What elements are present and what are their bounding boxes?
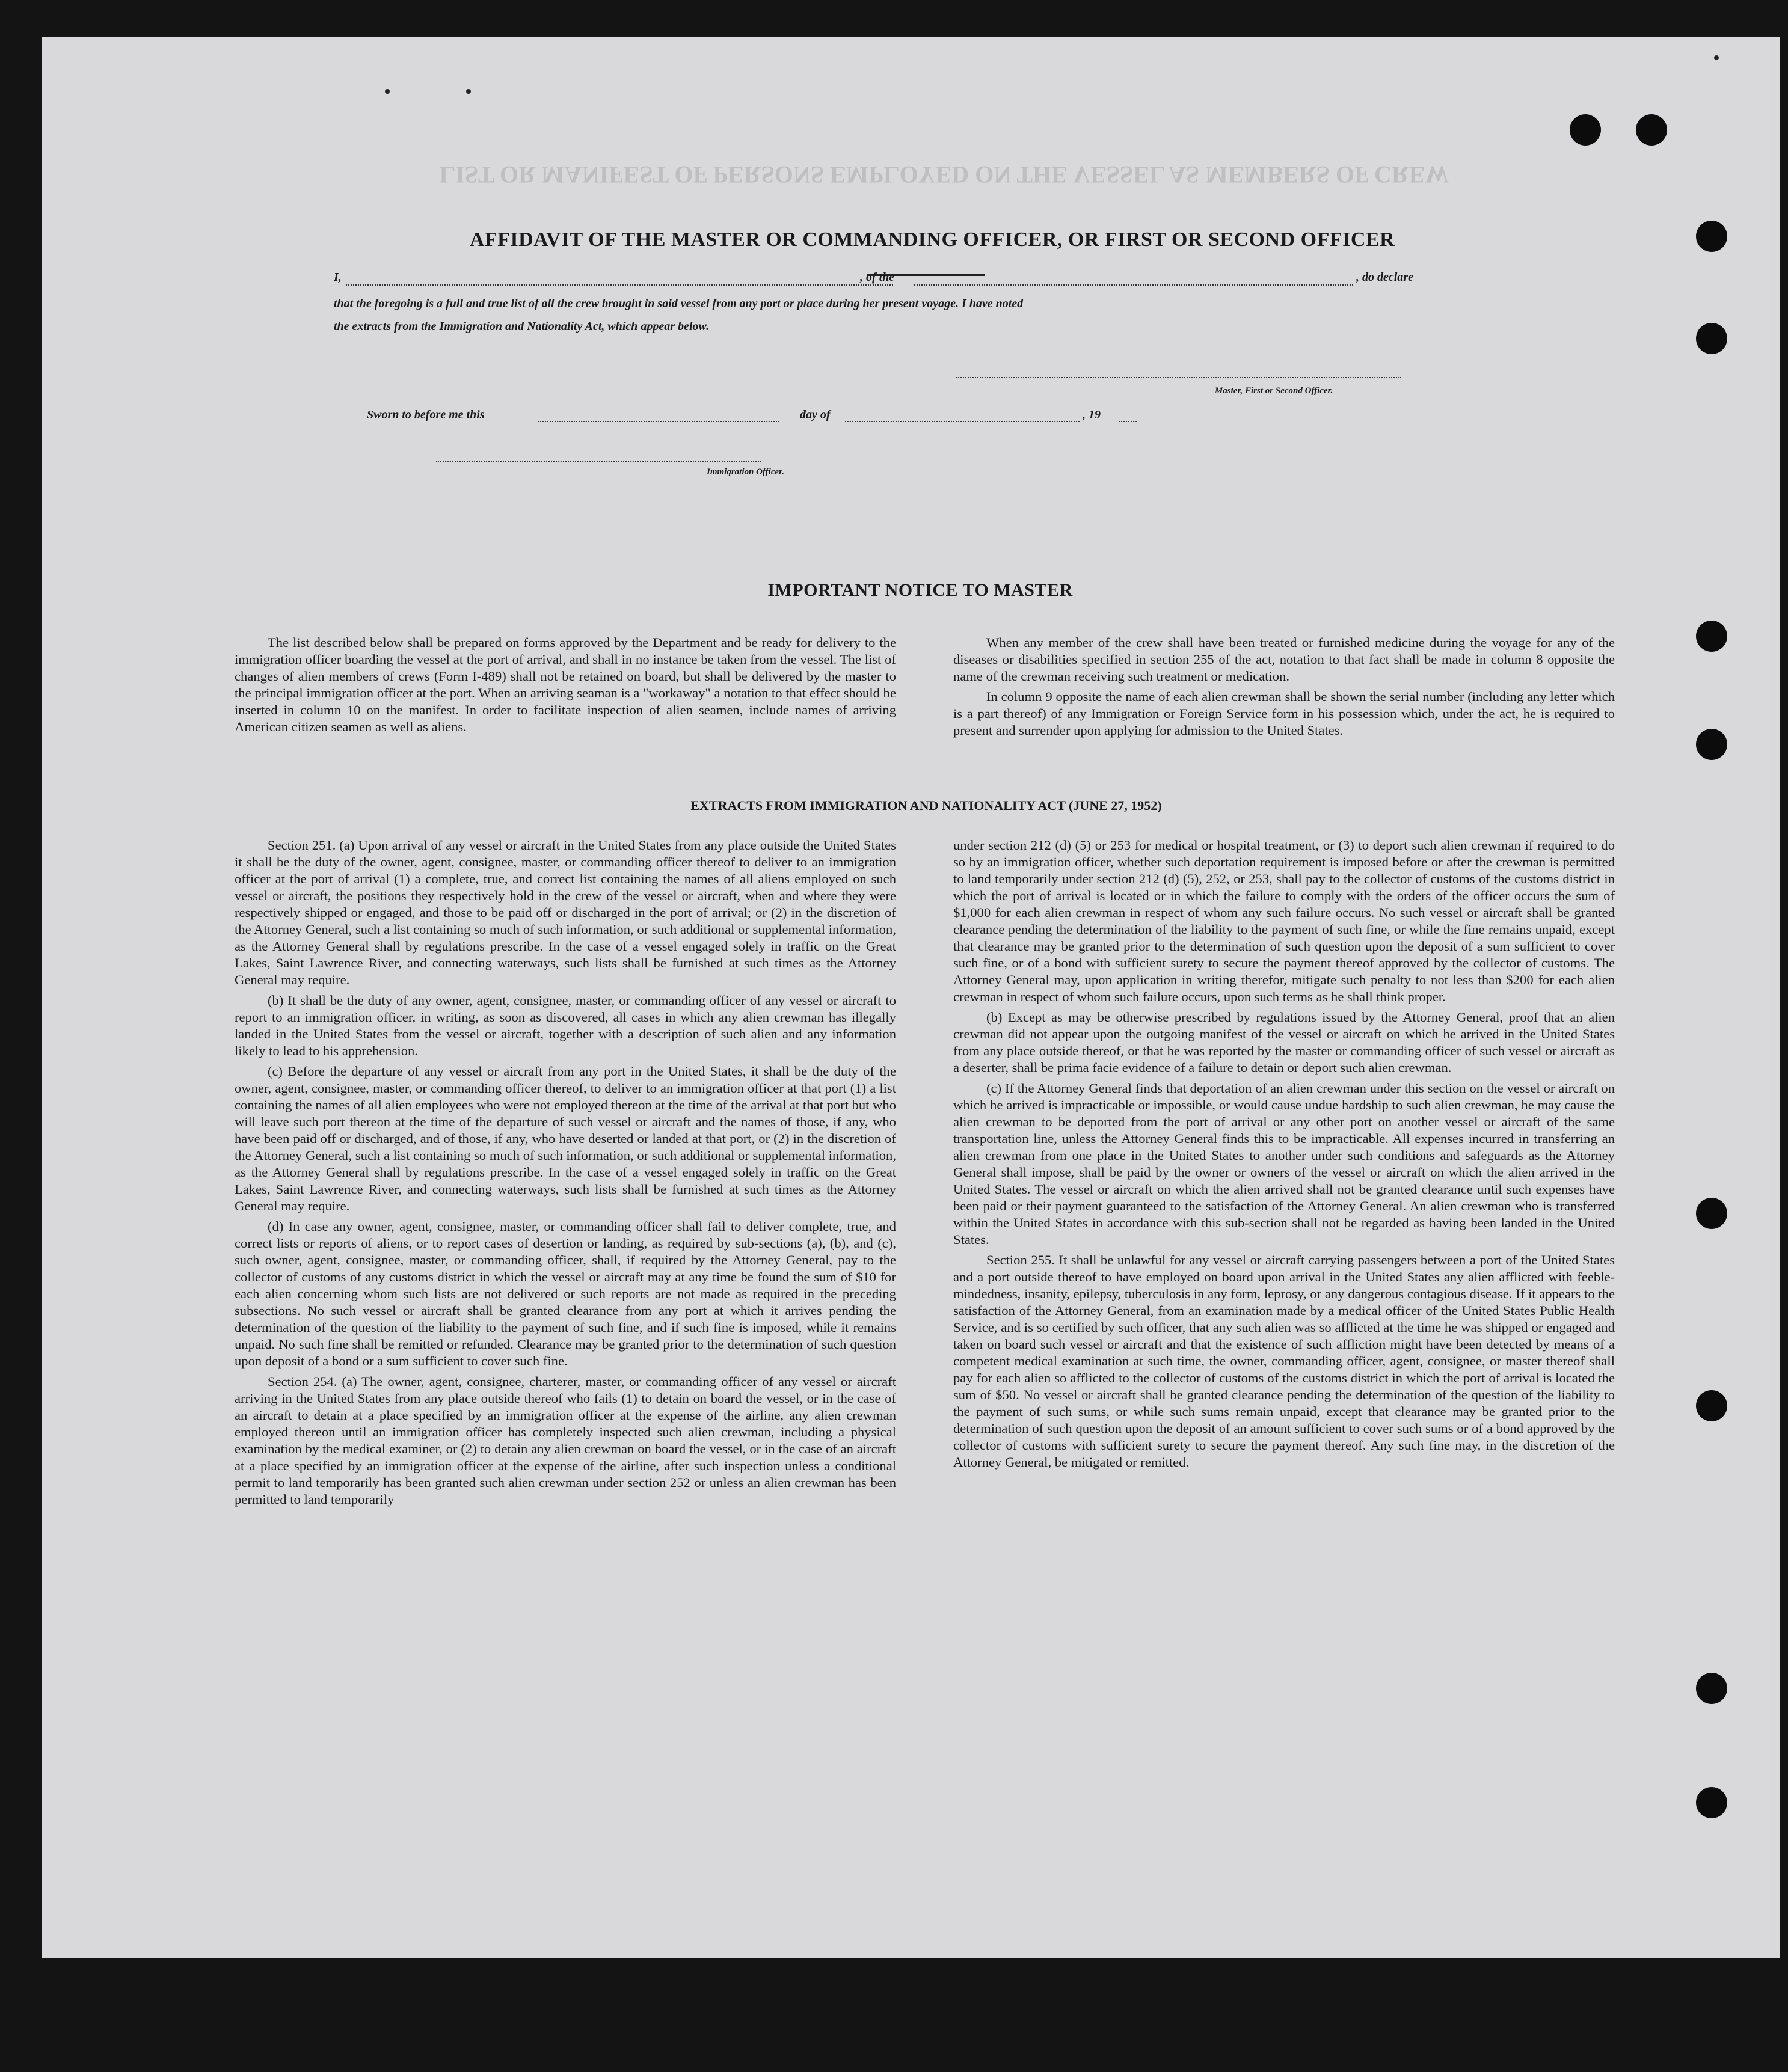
document-sheet	[42, 37, 1780, 1958]
extracts-title: EXTRACTS FROM IMMIGRATION AND NATIONALITY ACT (JUNE 27, 1952)	[690, 798, 1162, 813]
i-label: I,	[334, 271, 342, 284]
punch-hole	[1696, 1787, 1727, 1818]
vessel-blank	[914, 284, 1353, 286]
extract-paragraph: (b) It shall be the duty of any owner, agent, consignee, master, or commanding officer of any vessel or aircraft to report to an immigration officer, in writing, as soon as discovered, all cases in which any alien crewman has illegally landed in the United States from the vessel or aircraft, together with a description of such alien and any information likely to lead to his apprehension.	[235, 993, 896, 1058]
extracts-left-column	[235, 837, 896, 1512]
bleed-through-heading: LIST OR MANIFEST OF PERSONS EMPLOYED ON THE VESSEL AS MEMBERS OF CREW	[439, 161, 1449, 188]
notice-paragraph: When any member of the crew shall have been treated or furnished medicine during the voyage for any of the diseases or disabilities specified in section 255 of the act, notation to that fact shall be made in column 8 opposite the name of the crewman receiving such treatment or medication.	[953, 635, 1615, 684]
punch-hole	[1636, 114, 1667, 146]
extract-paragraph: (d) In case any owner, agent, consignee, master, or commanding officer shall fail to deliver complete, true, and correct lists or reports of aliens, or to report cases of desertion or landing, as required by sub-sections (a), (b), and (c), such owner, agent, consignee, master, or commanding officer, shall, if required by the Attorney General, pay to the collector of customs of any customs district in which the vessel or aircraft may at any time be found the sum of $10 for each alien concerning whom such lists are not delivered or such reports are not made as required in the preceding subsections. No such vessel or aircraft shall be granted clearance from any port at which it arrives pending the determination of the question of the liability to the payment of such fine, and if such fine is imposed, while it remains unpaid. No such fine shall be remitted or refunded. Clearance may be granted prior to the determination of such question upon deposit of a bond or a sum sufficient to cover such fine.	[235, 1219, 896, 1369]
officer-signature-line	[436, 461, 761, 462]
affidavit-title: AFFIDAVIT OF THE MASTER OR COMMANDING OFFICER, OR FIRST OR SECOND OFFICER	[469, 228, 1395, 251]
sworn-month-blank	[845, 421, 1080, 422]
notice-left-column	[235, 634, 896, 739]
punch-hole	[1696, 621, 1727, 652]
ink-speck	[1714, 55, 1719, 60]
sworn-label: Sworn to before me this	[367, 408, 485, 421]
day-of-label: day of	[800, 408, 831, 421]
ink-speck	[466, 89, 471, 94]
year-blank	[1119, 421, 1137, 422]
punch-hole	[1696, 1198, 1727, 1229]
extract-paragraph: Section 255. It shall be unlawful for any vessel or aircraft carrying passengers between a port of the United States and a port outside thereof to have employed on board upon arrival in the United States any alien afflicted with feeble-mindedness, insanity, epilepsy, tuberculosis in any form, leprosy, or any dangerous contagious disease. If it appears to the satisfaction of the Attorney General, from an examination made by a medical officer of the United States Public Health Service, and is so certified by such officer, that any such alien was so afflicted at the time he was shipped or engaged and taken on board such vessel or aircraft and that the existence of such affliction might have been detected by means of a competent medical examination at such time, the owner, commanding officer, agent, consignee, or master thereof shall pay for each alien so afflicted to the collector of customs of the customs district in which the port of arrival is located the sum of $50. No vessel or aircraft shall be granted clearance pending the determination of the question of the liability to the payment of such sums, or while such sums remain unpaid, except that clearance may be granted prior to the determination of such question upon the deposit of an amount sufficient to cover such sums or of a bond approved by the collector of customs with sufficient surety to secure the payment thereof. Any such fine may, in the discretion of the Attorney General, be mitigated or remitted.	[953, 1252, 1615, 1470]
punch-hole	[1696, 323, 1727, 354]
punch-hole	[1696, 221, 1727, 252]
notice-paragraph: In column 9 opposite the name of each alien crewman shall be shown the serial number (including any letter which is a part thereof) of any Immigration or Foreign Service form in his possession which, under the act, he is required to present and surrender upon applying for admission to the United States.	[953, 689, 1615, 738]
officer-signature-label: Immigration Officer.	[707, 467, 784, 477]
ink-speck	[385, 89, 390, 94]
extracts-right-column	[953, 837, 1615, 1474]
do-declare-label: , do declare	[1356, 271, 1413, 284]
extract-paragraph: under section 212 (d) (5) or 253 for medical or hospital treatment, or (3) to deport such alien crewman if required to do so by an immigration officer, whether such deportation requirement is imposed before or after the crewman is permitted to land temporarily under section 212 (d) (5), 252, or 253, shall pay to the collector of customs of the customs district in which the port of arrival is located or in which the failure to comply with the orders of the officer occurs the sum of $1,000 for each alien crewman in respect of whom any such failure occurs. No such vessel or aircraft shall be granted clearance pending the determination of the liability to the payment of such fine, or while the fine remains unpaid, except that clearance may be granted prior to the determination of such question upon the deposit of a sum sufficient to cover such fine, or of a bond with sufficient surety to secure the payment thereof approved by the collector of customs. The Attorney General may, upon application in writing therefor, mitigate such penalty to not less than $200 for each alien crewman in respect of whom such failure occurs, upon such terms as he shall think proper.	[953, 838, 1615, 1004]
notice-title: IMPORTANT NOTICE TO MASTER	[767, 580, 1073, 600]
extract-paragraph: (c) Before the departure of any vessel or aircraft from any port in the United States, it shall be the duty of the owner, agent, consignee, master, or commanding officer thereof, to deliver to an immigration officer at that port (1) a list containing the names of all alien employees who were not employed thereon at the time of the arrival at that port but who will leave such port thereon at the time of the departure of such vessel or aircraft and the names of those, if any, who have been paid off or discharged, and of those, if any, who have deserted or landed at that port, or (2) in the discretion of the Attorney General, such a list containing so much of such information, or such additional or supplemental information, as the Attorney General shall by regulations prescribe. In the case of a vessel engaged solely in traffic on the Great Lakes, Saint Lawrence River, and connecting waterways, such lists shall be furnished at such times as the Attorney General may require.	[235, 1064, 896, 1213]
notice-right-column	[953, 634, 1615, 743]
affidavit-line-2: that the foregoing is a full and true list of all the crew brought in said vessel from any port or place during her present voyage. I have noted	[334, 297, 1024, 310]
punch-hole	[1696, 1390, 1727, 1421]
master-signature-line	[956, 377, 1401, 378]
affidavit-line-3: the extracts from the Immigration and Nationality Act, which appear below.	[334, 320, 710, 333]
extract-paragraph: Section 254. (a) The owner, agent, consignee, charterer, master, or commanding officer of any vessel or aircraft arriving in the United States from any place outside thereof who fails (1) to detain on board the vessel, or in the case of an aircraft to detain at a place specified by an immigration officer at the expense of the airline, any alien crewman employed thereon until an immigration officer has completely inspected such alien crewman, including a physical examination by the medical examiner, or (2) to detain any alien crewman on board the vessel, or in the case of an aircraft at a place specified by an immigration officer at the expense of the airline, after such inspection unless a conditional permit to land temporarily has been granted such alien crewman under section 252 or unless an alien crewman has been permitted to land temporarily	[235, 1374, 896, 1507]
extract-paragraph: (c) If the Attorney General finds that deportation of an alien crewman under this section on the vessel or aircraft on which he arrived is impracticable or impossible, or would cause undue hardship to such alien crewman, he may cause the alien crewman to be deported from the port of arrival or any other port on another vessel or aircraft of the same transportation line, unless the Attorney General finds this to be impracticable. All expenses incurred in transferring an alien crewman from one place in the United States to another under such conditions and safeguards as the Attorney General shall impose, shall be paid by the owner or owners of the vessel or aircraft on which the alien arrived in the United States. The vessel or aircraft on which the alien arrived shall not be granted clearance until such expenses have been paid or their payment guaranteed to the satisfaction of the Attorney General. An alien crewman who is transferred within the United States in accordance with this sub-section shall not be regarded as having been landed in the United States.	[953, 1080, 1615, 1247]
extract-paragraph: (b) Except as may be otherwise prescribed by regulations issued by the Attorney General, proof that an alien crewman did not appear upon the outgoing manifest of the vessel or aircraft on which he arrived in the United States from any place outside thereof, or that he was reported by the master or commanding officer of such vessel or aircraft as a deserter, shall be prima facie evidence of a failure to detain or deport such alien crewman.	[953, 1010, 1615, 1075]
punch-hole	[1570, 114, 1601, 146]
punch-hole	[1696, 729, 1727, 760]
master-signature-label: Master, First or Second Officer.	[1215, 386, 1333, 396]
year-label: , 19	[1083, 408, 1101, 421]
of-the-label: , of the	[860, 271, 895, 284]
notice-paragraph: The list described below shall be prepared on forms approved by the Department and be ready for delivery to the immigration officer boarding the vessel at the port of arrival, and shall in no instance be taken from the vessel. The list of changes of alien members of crews (Form I-489) shall not be retained on board, but shall be delivered by the master to the principal immigration officer at the port. When an arriving seaman is a "workaway" a notation to that effect should be inserted in column 10 on the manifest. In order to facilitate inspection of alien seamen, include names of arriving American citizen seamen as well as aliens.	[235, 635, 896, 734]
name-blank	[346, 284, 893, 286]
sworn-day-blank	[538, 421, 779, 422]
extract-paragraph: Section 251. (a) Upon arrival of any vessel or aircraft in the United States from any place outside the United States it shall be the duty of the owner, agent, consignee, master, or commanding officer thereof to deliver to an immigration officer at the port of arrival (1) a complete, true, and correct list containing the names of all aliens employed on such vessel or aircraft, the positions they respectively hold in the crew of the vessel or aircraft, when and where they were respectively shipped or engaged, and those to be paid off or discharged in the port of arrival; or (2) in the discretion of the Attorney General, such a list containing so much of such information, or such additional or supplemental information, as the Attorney General shall by regulations prescribe. In the case of a vessel engaged solely in traffic on the Great Lakes, Saint Lawrence River, and connecting waterways, such lists shall be furnished at such times as the Attorney General may require.	[235, 838, 896, 987]
punch-hole	[1696, 1673, 1727, 1704]
